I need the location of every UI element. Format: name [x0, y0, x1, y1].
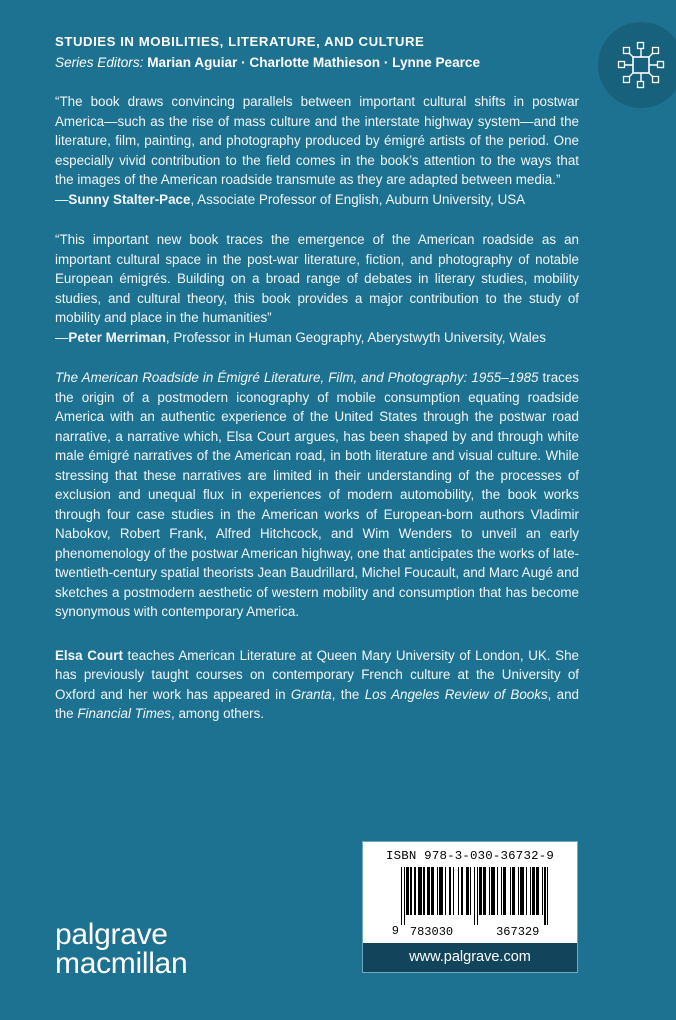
publisher-logo-palgrave: palgrave — [55, 918, 168, 952]
series-editors-names: Marian Aguiar · Charlotte Mathieson · Lynne Pearce — [147, 54, 481, 70]
attribution-affiliation: , Associate Professor of English, Auburn University, USA — [190, 191, 526, 207]
barcode-card — [363, 842, 577, 943]
series-badge — [598, 22, 676, 108]
publication-lar-books: Los Angeles Review of Books — [364, 686, 548, 702]
publisher-website[interactable]: www.palgrave.com — [363, 943, 577, 972]
author-name: Elsa Court — [55, 647, 123, 663]
endorsement-quote — [55, 92, 579, 209]
attribution-dash: — — [55, 329, 69, 345]
author-bio-part2: , the — [331, 686, 365, 702]
isbn-number: ISBN 978-3-030-36732-9 — [386, 849, 554, 863]
series-editors — [55, 54, 579, 72]
book-description — [55, 368, 579, 622]
attribution-name: Sunny Stalter-Pace — [68, 191, 191, 207]
publisher-logo — [55, 918, 188, 981]
author-bio-part1: teaches American Literature at Queen Mary University of London, UK. She has previously taught courses on contemporary French culture at the University of Oxford and her work has appeared in — [55, 647, 580, 702]
author-bio-part3: , and the — [55, 686, 579, 722]
network-nodes-icon — [615, 39, 667, 91]
attribution-name: Peter Merriman — [68, 329, 166, 345]
endorsement-text: “The book draws convincing parallels between important cultural shifts in postwar America—such as the rise of mass culture and the interstate highway system—and the literature, film, painting, and photography produced by émigré artists of the period. One especially vivid contribution to the field comes in the book’s attention to the ways that the images of the American roadside transmute as they are adapted between media.” — [55, 94, 579, 188]
isbn-barcode-block — [362, 841, 578, 973]
endorsement-attribution — [55, 190, 579, 210]
endorsement-quote — [55, 230, 579, 347]
book-description-text: traces the origin of a postmodern iconography of mobile consumption equating roadside America with an authentic experience of the United States through the postwar road narrative, a narrative which, Elsa Court argues, has been shaped by and through white male émigré narratives of the American road, in both literature and visual culture. While stressing that these narratives are limited in their understanding of the processes of exclusion and unequal flux in experiences of modern automobility, the book works through four case studies in the American works of European-born authors Vladimir Nabokov, Robert Frank, Alfred Hitchcock, and Wim Wenders to unveil an early phenomenology of the postwar American highway, one that anticipates the works of late-twentieth-century spatial theorists Jean Baudrillard, Michel Foucault, and Marc Augé and sketches a postmodern aesthetic of western mobility and consumption that has become synonymous with contemporary America. — [55, 370, 579, 620]
publisher-logo-macmillan: macmillan — [55, 947, 188, 981]
series-editors-label: Series Editors: — [55, 54, 144, 70]
barcode-right-digits: 367329 — [496, 925, 540, 939]
endorsement-attribution — [55, 328, 579, 348]
barcode-left-digits: 783030 — [409, 925, 454, 939]
attribution-affiliation: , Professor in Human Geography, Aberystwyth University, Wales — [165, 329, 546, 345]
endorsement-text: “This important new book traces the emergence of the American roadside as an important cultural space in the post-war literature, fiction, and photography of notable European émigrés. Building on a broad range of debates in literary studies, mobility studies, and cultural theory, this book provides a major contribution to the study of mobility and place in the humanities” — [55, 232, 579, 326]
author-bio-part4: , among others. — [171, 706, 265, 722]
barcode — [373, 867, 567, 938]
attribution-dash: — — [55, 191, 69, 207]
book-title: The American Roadside in Émigré Literature, Film, and Photography: 1955–1985 — [55, 370, 539, 386]
publication-granta: Granta — [290, 686, 332, 702]
barcode-symbol — [401, 867, 548, 938]
barcode-lead-digit: 9 — [391, 924, 399, 938]
back-cover-content — [55, 34, 579, 724]
series-title: STUDIES IN MOBILITIES, LITERATURE, AND CULTURE — [55, 34, 425, 49]
barcode-digits — [401, 925, 548, 938]
barcode-bars — [401, 867, 548, 925]
publication-financial-times: Financial Times — [77, 706, 171, 722]
author-bio — [55, 646, 579, 724]
